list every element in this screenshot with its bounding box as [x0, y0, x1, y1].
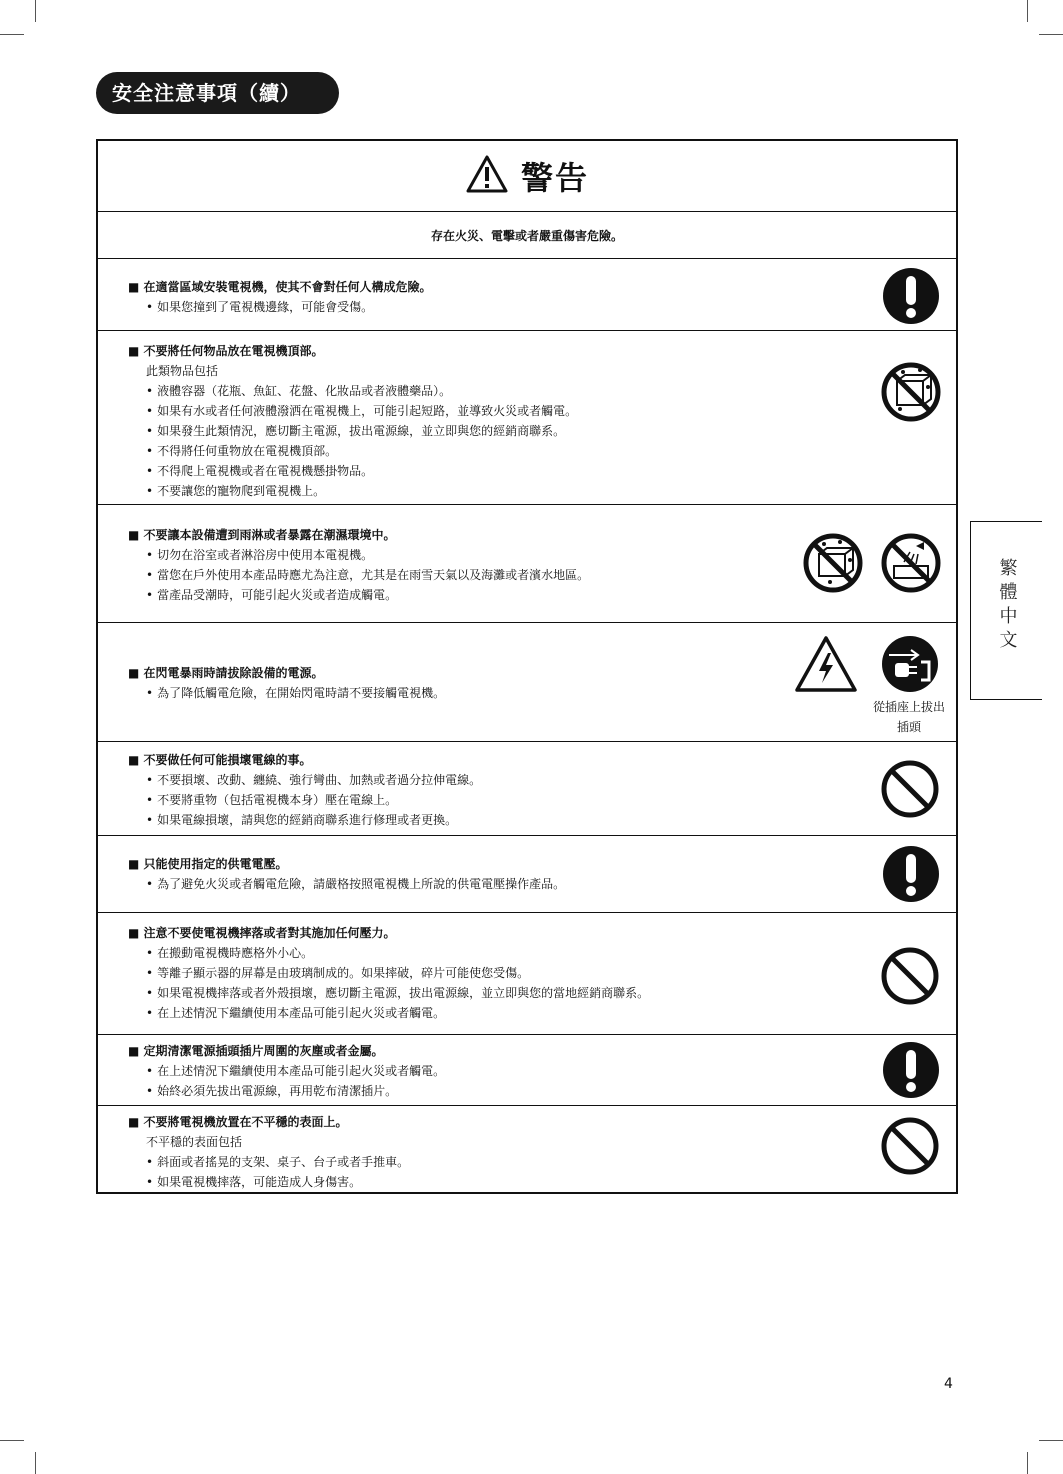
no-shower-icon [880, 532, 942, 594]
unplug-icon [881, 635, 939, 693]
warning-item-line: • 在搬動電視機時應格外小心。 [128, 943, 956, 963]
warning-item-title: ■ 不要將任何物品放在電視機頂部。 [128, 344, 324, 358]
warning-item-title: ■ 不要讓本設備遭到雨淋或者暴露在潮濕環境中。 [128, 528, 396, 542]
warning-item-line: • 始終必須先拔出電源線，再用乾布清潔插片。 [128, 1081, 956, 1101]
crop-mark [0, 34, 24, 35]
warning-item-line: • 切勿在浴室或者淋浴房中使用本電視機。 [128, 545, 956, 565]
warning-item [98, 913, 956, 1035]
warning-item-line: • 如果電視機摔落或者外殼損壞，應切斷主電源，拔出電源線，並立即與您的當地經銷商聯系。 [128, 983, 956, 1003]
warning-item-line: • 如果發生此類情況，應切斷主電源，拔出電源線，並立即與您的經銷商聯系。 [128, 421, 956, 441]
warning-item-line: • 如果您撞到了電視機邊緣，可能會受傷。 [128, 297, 956, 317]
prohibited-icon [881, 760, 939, 818]
warning-item-intro: 此類物品包括 [146, 364, 219, 378]
no-water-icon [802, 532, 864, 594]
warning-item-line: • 如果有水或者任何液體潑洒在電視機上，可能引起短路，並導致火災或者觸電。 [128, 401, 956, 421]
warning-item [98, 259, 956, 331]
warning-item [98, 1106, 956, 1196]
page-number: 4 [944, 1376, 953, 1392]
crop-mark [1027, 0, 1028, 22]
warning-item-line: • 為了避免火災或者觸電危險，請嚴格按照電視機上所說的供電電壓操作產品。 [128, 874, 956, 894]
warning-item-line: • 在上述情況下繼續使用本產品可能引起火災或者觸電。 [128, 1061, 956, 1081]
crop-mark [0, 1440, 24, 1441]
warning-item-title: ■ 在適當區域安裝電視機，使其不會對任何人構成危險。 [128, 280, 432, 294]
warning-item-title: ■ 不要將電視機放置在不平穩的表面上。 [128, 1115, 348, 1129]
warning-title-row [98, 141, 956, 212]
warning-item-title: ■ 不要做任何可能損壞電線的事。 [128, 753, 312, 767]
prohibited-icon [881, 1117, 939, 1175]
warning-item-line: • 當產品受潮時，可能引起火災或者造成觸電。 [128, 585, 956, 605]
crop-mark [1039, 34, 1063, 35]
warning-box [96, 139, 958, 1194]
warning-item [98, 1035, 956, 1106]
no-vase-icon [880, 361, 942, 423]
warning-item [98, 836, 956, 913]
warning-title: 警告 [520, 159, 589, 197]
crop-mark [35, 0, 36, 22]
warning-item [98, 742, 956, 836]
warning-item-line: • 斜面或者搖晃的支架、桌子、台子或者手推車。 [128, 1152, 956, 1172]
warning-triangle-icon [465, 154, 509, 198]
warning-item-line: • 當您在戶外使用本產品時應尤為注意，尤其是在雨雪天氣以及海灘或者濱水地區。 [128, 565, 956, 585]
unplug-caption-line1: 從插座上拔出 [872, 700, 945, 714]
warning-item-line: • 液體容器（花瓶、魚缸、花盤、化妝品或者液體藥品）。 [128, 381, 956, 401]
warning-item-line: • 如果電視機摔落，可能造成人身傷害。 [128, 1172, 956, 1192]
warning-item-title: ■ 只能使用指定的供電電壓。 [128, 857, 288, 871]
language-label: 繁體中文 [996, 558, 1018, 654]
warning-item-line: • 不要損壞、改動、纏繞、強行彎曲、加熱或者過分拉伸電線。 [128, 770, 956, 790]
crop-mark [1039, 1440, 1063, 1441]
warning-item-line: • 等離子顯示器的屏幕是由玻璃制成的。如果摔破，碎片可能使您受傷。 [128, 963, 956, 983]
warning-item-title: ■ 在閃電暴雨時請拔除設備的電源。 [128, 666, 324, 680]
prohibited-icon [881, 947, 939, 1005]
section-header: 安全注意事項（續） [96, 72, 339, 114]
warning-item-line: • 在上述情況下繼續使用本產品可能引起火災或者觸電。 [128, 1003, 956, 1023]
high-voltage-warning-icon [794, 635, 858, 693]
warning-item-line: • 不要將重物（包括電視機本身）壓在電線上。 [128, 790, 956, 810]
warning-item-title: ■ 注意不要使電視機摔落或者對其施加任何壓力。 [128, 926, 396, 940]
warning-item-line: • 不要讓您的寵物爬到電視機上。 [128, 481, 956, 501]
exclamation-mandatory-icon [882, 845, 940, 903]
crop-mark [1027, 1452, 1028, 1474]
warning-item-line: • 不得將任何重物放在電視機頂部。 [128, 441, 956, 461]
warning-item-line: • 為了降低觸電危險，在開始閃電時請不要接觸電視機。 [128, 683, 956, 703]
unplug-caption-line2: 插頭 [896, 720, 921, 734]
warning-item-line: • 如果電線損壞，請與您的經銷商聯系進行修理或者更換。 [128, 810, 956, 830]
warning-item-intro: 不平穩的表面包括 [146, 1135, 243, 1149]
exclamation-mandatory-icon [882, 267, 940, 325]
warning-item [98, 623, 956, 742]
warning-item-title: ■ 定期清潔電源插頭插片周圍的灰塵或者金屬。 [128, 1044, 384, 1058]
warning-item-line: • 不得爬上電視機或者在電視機懸掛物品。 [128, 461, 956, 481]
warning-subtitle: 存在火災、電擊或者嚴重傷害危險。 [98, 212, 956, 259]
crop-mark [35, 1452, 36, 1474]
warning-item [98, 505, 956, 623]
warning-item [98, 331, 956, 505]
exclamation-mandatory-icon [882, 1041, 940, 1099]
language-side-tab [970, 521, 1042, 700]
